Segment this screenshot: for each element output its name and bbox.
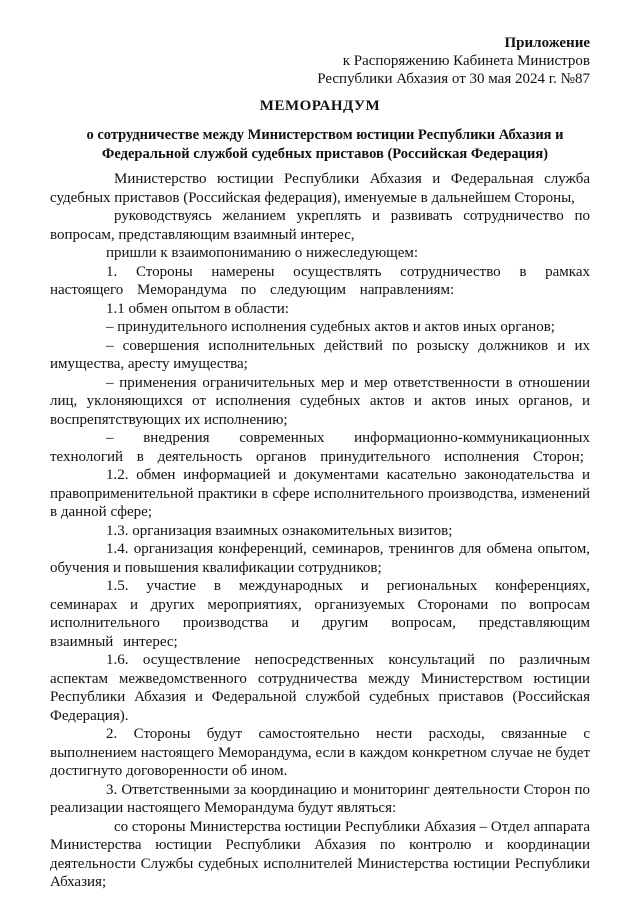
bullet-technologies: – внедрения современных информационно-коммуникационных технологий в деятельность органов принудительного исполнения Сторон; xyxy=(50,430,590,465)
paragraph-item-1-2: 1.2. обмен информацией и документами касательно законодательства и правоприменительной практики в сфере исполнительного производства, изменений в данной сфере; xyxy=(50,467,590,520)
bullet-enforcement: – принудительного исполнения судебных актов и актов иных органов; xyxy=(106,319,555,335)
paragraph-item-1-5: 1.5. участие в международных и региональных конференциях, семинарах и других мероприятиях, организуемых Сторонами по вопросам исполнительного производства и другим вопросам, представляющим взаимный интерес; xyxy=(50,578,590,650)
paragraph-item-3: 3. Ответственными за координацию и мониторинг деятельности Сторон по реализации настоящего Меморандума будут являться: xyxy=(50,781,590,816)
paragraph-item-1-3: 1.3. организация взаимных ознакомительных визитов; xyxy=(106,522,453,539)
document-subtitle: о сотрудничестве между Министерством юстиции Республики Абхазия и Федеральной службой судебных приставов (Российская Федерация) xyxy=(86,127,564,162)
paragraph-guided: руководствуясь желанием укреплять и развивать сотрудничество по вопросам, представляющим взаимный интерес, xyxy=(50,208,590,243)
bullet-search: – совершения исполнительных действий по розыску должников и их имущества, аресту имущества; xyxy=(50,337,590,372)
paragraph-responsible-abkhazia: со стороны Министерства юстиции Республики Абхазия – Отдел аппарата Министерства юстиции Республики Абхазия по контролю и координации деятельности Службы судебных исполнителей Министерства юстиции Республики Абхазия; xyxy=(50,818,590,890)
paragraph-item-1-6: 1.6. осуществление непосредственных консультаций по различным аспектам межведомственного сотрудничества между Министерством юстиции Республики Абхазия и Федеральной службой судебных приставов (Российская Федерация). xyxy=(50,652,590,724)
appendix-line-2: Республики Абхазия от 30 мая 2024 г. №87 xyxy=(317,71,590,87)
appendix-header xyxy=(317,34,590,88)
document-title: МЕМОРАНДУМ xyxy=(259,98,381,114)
appendix-line-1: к Распоряжению Кабинета Министров xyxy=(342,53,590,69)
paragraph-item-1-4: 1.4. организация конференций, семинаров, тренингов для обмена опытом, обучения и повышения квалификации сотрудников; xyxy=(50,541,590,576)
paragraph-parties: Министерство юстиции Республики Абхазия и Федеральная служба судебных приставов (Российская федерация), именуемые в дальнейшем Стороны, xyxy=(50,171,590,206)
paragraph-item-1: 1. Стороны намерены осуществлять сотрудничество в рамках настоящего Меморандума по следующим направлениям: xyxy=(50,263,590,298)
document-body xyxy=(50,170,590,892)
appendix-label: Приложение xyxy=(504,35,590,51)
bullet-restrictions: – применения ограничительных мер и мер ответственности в отношении лиц, уклоняющихся от исполнения судебных актов и актов иных органов, и воспрепятствующих их исполнению; xyxy=(50,374,590,428)
paragraph-item-2: 2. Стороны будут самостоятельно нести расходы, связанные с выполнением настоящего Меморандума, если в каждом конкретном случае не будет достигнуто договоренности об ином. xyxy=(50,726,590,779)
paragraph-agreed: пришли к взаимопониманию о нижеследующем: xyxy=(106,245,419,261)
paragraph-item-1-1: 1.1 обмен опытом в области: xyxy=(106,300,289,317)
